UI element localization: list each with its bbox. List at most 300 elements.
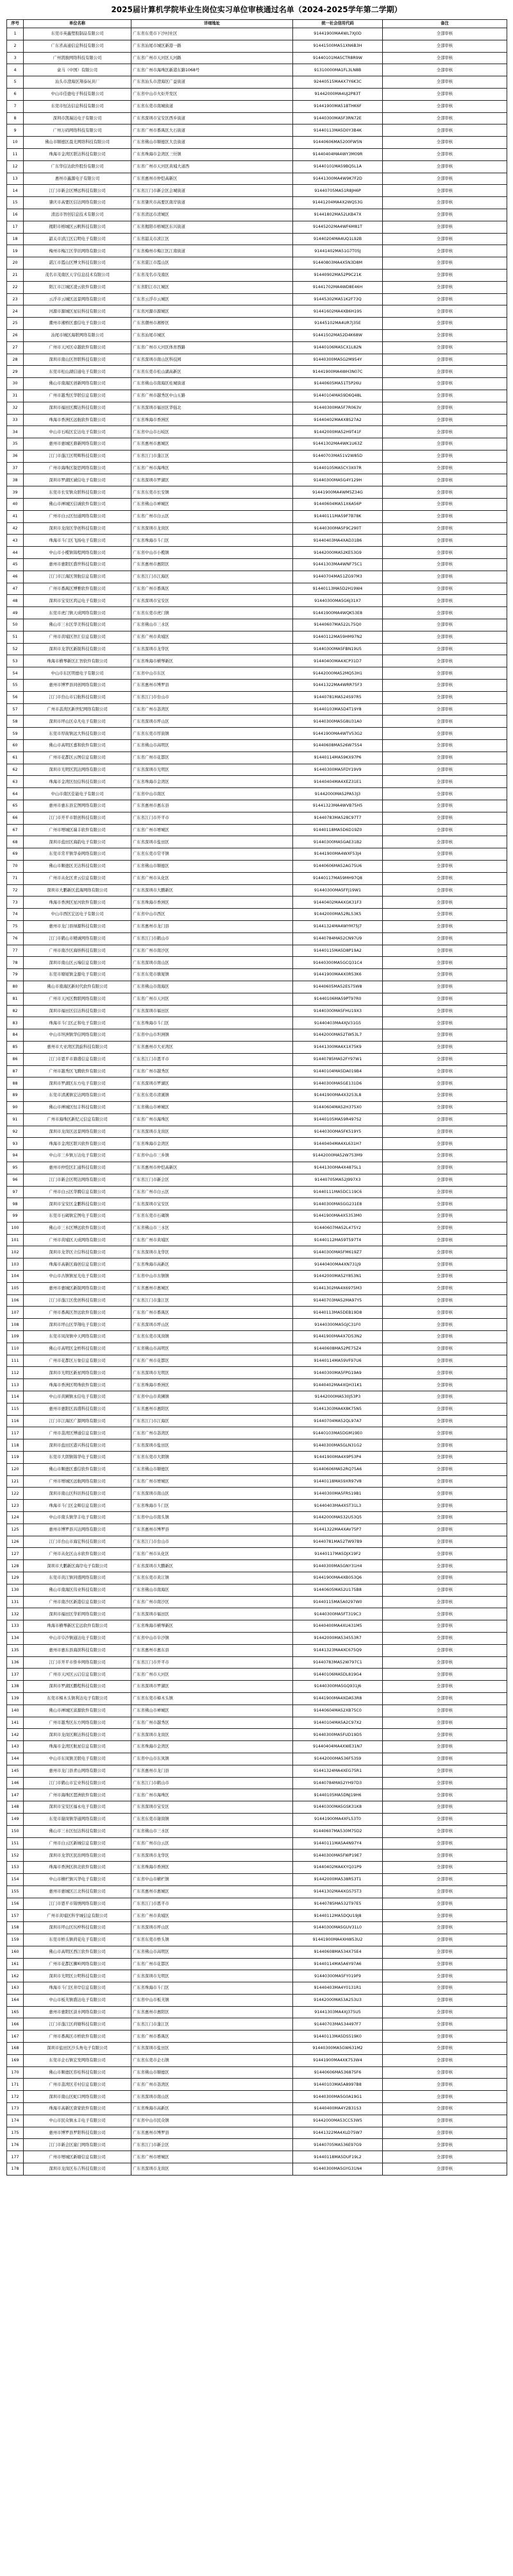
cell-company: 云浮市云城区远景网络有限公司 (24, 293, 131, 305)
cell-address: 广东省东莞市黄江镇 (131, 1572, 293, 1584)
cell-index: 53 (7, 655, 24, 667)
cell-company: 惠州市龙门县绿源科技有限公司 (24, 920, 131, 932)
cell-index: 20 (7, 257, 24, 270)
cell-index: 132 (7, 1608, 24, 1620)
cell-credit-code: 91440703MA52MA97Y5 (293, 1294, 383, 1307)
table-row (7, 233, 507, 245)
cell-remark: 全部审核 (383, 209, 507, 221)
cell-index: 58 (7, 716, 24, 728)
cell-remark: 全部审核 (383, 1789, 507, 1801)
table-row (7, 800, 507, 812)
cell-credit-code: 91440404MA4WY3M09R (293, 148, 383, 160)
cell-index: 152 (7, 1850, 24, 1862)
table-row (7, 293, 507, 305)
table-row (7, 932, 507, 945)
cell-remark: 全部审核 (383, 1452, 507, 1464)
cell-credit-code: 91441300MA4X1X75K9 (293, 1041, 383, 1053)
cell-remark: 全部审核 (383, 1982, 507, 1995)
table-row (7, 1862, 507, 1874)
table-row (7, 812, 507, 824)
cell-company: 惠州市仲恺区汇通科技有限公司 (24, 1162, 131, 1174)
cell-company: 东莞市清溪镇宏达网络有限公司 (24, 1090, 131, 1102)
table-row (7, 631, 507, 643)
cell-address: 广东省惠州市惠阳区 (131, 559, 293, 571)
cell-index: 51 (7, 631, 24, 643)
cell-address: 广东省东莞市塘厦镇 (131, 969, 293, 981)
cell-address: 广东省东莞市大朗镇 (131, 1452, 293, 1464)
cell-credit-code: 91440606MA5200FW5N (293, 137, 383, 149)
table-row (7, 716, 507, 728)
cell-credit-code: 91442000MA52KE53G9 (293, 547, 383, 559)
cell-remark: 全部审核 (383, 2139, 507, 2151)
cell-remark: 全部审核 (383, 848, 507, 861)
cell-credit-code: 91440403MA4XJV31G5 (293, 1017, 383, 1029)
cell-address: 广东省中山市坦洲镇 (131, 1029, 293, 1042)
cell-index: 87 (7, 1065, 24, 1078)
cell-company: 惠州市惠城区江北科技有限公司 (24, 1885, 131, 1898)
cell-remark: 全部审核 (383, 1970, 507, 1982)
cell-address: 广东省惠州市博罗县 (131, 680, 293, 692)
cell-credit-code: 91440402MA4X8S27A2 (293, 414, 383, 426)
cell-address: 广东省深圳市罗湖区 (131, 1681, 293, 1693)
cell-company: 深圳市凯瑞达电子有限公司 (24, 112, 131, 125)
cell-remark: 全部审核 (383, 1681, 507, 1693)
cell-company: 佛山市南海区伟业科技有限公司 (24, 1584, 131, 1596)
cell-remark: 全部审核 (383, 1294, 507, 1307)
table-row (7, 957, 507, 969)
table-row (7, 1632, 507, 1644)
table-row (7, 76, 507, 89)
cell-credit-code: 91440607MA530M75D2 (293, 1825, 383, 1837)
cell-remark: 全部审核 (383, 1379, 507, 1391)
cell-remark: 全部审核 (383, 1898, 507, 1910)
cell-index: 46 (7, 571, 24, 583)
cell-index: 73 (7, 897, 24, 909)
cell-company: 广州市越秀区飞腾软件有限公司 (24, 1065, 131, 1078)
cell-index: 7 (7, 100, 24, 112)
cell-index: 121 (7, 1475, 24, 1488)
table-row (7, 1560, 507, 1572)
cell-company: 江门市江海区广源网络有限公司 (24, 1415, 131, 1427)
table-row (7, 341, 507, 354)
cell-index: 151 (7, 1837, 24, 1850)
cell-credit-code: 91441802MA52LKB47X (293, 209, 383, 221)
table-row (7, 920, 507, 932)
cell-credit-code: 91440300MA5G2M954Y (293, 354, 383, 366)
cell-index: 34 (7, 426, 24, 438)
cell-credit-code: 91440783MA528C97T7 (293, 812, 383, 824)
cell-index: 167 (7, 2031, 24, 2043)
cell-address: 广东省深圳市坪山区 (131, 1319, 293, 1331)
cell-index: 161 (7, 1958, 24, 1970)
cell-credit-code: 91440101MA59BQ5L1A (293, 160, 383, 173)
cell-company: 惠州市惠城区新锐网络有限公司 (24, 1282, 131, 1294)
cell-remark: 全部审核 (383, 438, 507, 451)
table-row (7, 547, 507, 559)
cell-address: 广东省惠州市惠城区 (131, 1885, 293, 1898)
cell-credit-code: 91441900MA4WXF53J4 (293, 848, 383, 861)
table-row (7, 1162, 507, 1174)
cell-address: 广东省深圳市盐田区 (131, 2043, 293, 2055)
cell-address: 广东省珠海市横琴新区 (131, 655, 293, 667)
cell-credit-code: 91441204MA4X2WQ53G (293, 197, 383, 209)
cell-credit-code: 91441303MA4WNF75C1 (293, 559, 383, 571)
table-row (7, 1113, 507, 1126)
cell-index: 13 (7, 173, 24, 185)
cell-company: 珠海市金湾区恒信科技有限公司 (24, 776, 131, 788)
cell-address: 广东省惠州市仲恺高新区 (131, 1162, 293, 1174)
cell-remark: 全部审核 (383, 160, 507, 173)
cell-company: 广州市花都区万象信息有限公司 (24, 1355, 131, 1367)
cell-credit-code: 91440105MA5CY3X07R (293, 462, 383, 474)
cell-index: 112 (7, 1367, 24, 1379)
cell-index: 115 (7, 1403, 24, 1415)
cell-address: 广东省江门市开平市 (131, 1656, 293, 1669)
table-row (7, 595, 507, 607)
cell-company: 清远市智创信息技术有限公司 (24, 209, 131, 221)
cell-address: 广东省惠州市惠东县 (131, 1644, 293, 1656)
cell-address: 广东省广州市番禺区 (131, 583, 293, 595)
cell-company: 韶关市浈江区启明电子有限公司 (24, 233, 131, 245)
cell-credit-code: 91440785MA532T97E5 (293, 1898, 383, 1910)
cell-company: 惠州市惠阳区盛世科技有限公司 (24, 559, 131, 571)
cell-credit-code: 91445302MA51K2F73Q (293, 293, 383, 305)
cell-credit-code: 91441322MA4XLD75W7 (293, 2127, 383, 2139)
table-body (7, 28, 507, 2176)
cell-remark: 全部审核 (383, 1005, 507, 1017)
cell-address: 广东省佛山市禅城区 (131, 499, 293, 511)
cell-remark: 全部审核 (383, 740, 507, 752)
cell-company: 东莞市樟木头镇利达电子有限公司 (24, 1692, 131, 1704)
cell-company: 深圳市坪山区华翔电子有限公司 (24, 1319, 131, 1331)
cell-company: 佛山市顺德区美达科技有限公司 (24, 860, 131, 872)
table-row (7, 981, 507, 993)
cell-index: 71 (7, 872, 24, 884)
cell-credit-code: 91440105MA59R497S2 (293, 1113, 383, 1126)
cell-address: 广东省深圳市罗湖区 (131, 474, 293, 486)
cell-address: 广东省深圳市宝安区 (131, 1801, 293, 1814)
table-row (7, 1873, 507, 1885)
cell-credit-code: 91440113MA5DS519K0 (293, 2031, 383, 2043)
cell-index: 139 (7, 1692, 24, 1704)
cell-credit-code: 91442000MA52TW53L7 (293, 1029, 383, 1042)
cell-index: 91 (7, 1113, 24, 1126)
cell-index: 173 (7, 2103, 24, 2115)
cell-remark: 全部审核 (383, 1825, 507, 1837)
cell-remark: 全部审核 (383, 137, 507, 149)
cell-company: 东莞市黄江镇同盛网络有限公司 (24, 1572, 131, 1584)
table-row (7, 64, 507, 76)
cell-credit-code: 91440300MA5FRS19B1 (293, 1488, 383, 1500)
cell-credit-code: 91441502MA52D4K68W (293, 329, 383, 341)
cell-credit-code: 91440606MA536875F6 (293, 2066, 383, 2079)
cell-index: 104 (7, 1271, 24, 1283)
cell-credit-code: 91441900MA4WQK53E8 (293, 607, 383, 619)
cell-company: 珠海市香洲区远航软件有限公司 (24, 414, 131, 426)
cell-credit-code: 91440402MA4XGK31F3 (293, 897, 383, 909)
cell-credit-code: 91440785MA52FY97W1 (293, 1053, 383, 1065)
cell-company: 江门市蓬江区明辉科技有限公司 (24, 450, 131, 462)
cell-index: 68 (7, 836, 24, 848)
cell-index: 162 (7, 1970, 24, 1982)
cell-address: 广东省东莞市下沙村社区 (131, 28, 293, 40)
cell-index: 135 (7, 1644, 24, 1656)
cell-remark: 全部审核 (383, 728, 507, 740)
cell-index: 171 (7, 2079, 24, 2091)
cell-company: 深圳市光明区新星网络有限公司 (24, 1367, 131, 1379)
cell-credit-code: 91440705MA52J997X3 (293, 1174, 383, 1186)
cell-remark: 全部审核 (383, 390, 507, 402)
cell-credit-code: 91440404MA4XL631H7 (293, 1138, 383, 1150)
cell-remark: 全部审核 (383, 1862, 507, 1874)
cell-remark: 全部审核 (383, 607, 507, 619)
cell-remark: 全部审核 (383, 969, 507, 981)
cell-address: 广东省深圳市南山区科技园 (131, 354, 293, 366)
table-row (7, 836, 507, 848)
cell-company: 东莞市谢岗镇华通网络有限公司 (24, 1813, 131, 1825)
cell-company: 深圳市龙岗区远景网络有限公司 (24, 1126, 131, 1138)
cell-index: 12 (7, 160, 24, 173)
cell-company: 深圳市罗湖区诚信电子有限公司 (24, 474, 131, 486)
cell-company: 广州市黄埔区智汇信息有限公司 (24, 631, 131, 643)
cell-credit-code: 91440300MA5FT319C3 (293, 1608, 383, 1620)
cell-remark: 全部审核 (383, 716, 507, 728)
cell-address: 广东省惠州市惠城区 (131, 438, 293, 451)
cell-company: 中山市佳德电子科技有限公司 (24, 88, 131, 100)
cell-address: 广东省广州市花都区 (131, 1355, 293, 1367)
cell-remark: 全部审核 (383, 1319, 507, 1331)
cell-remark: 全部审核 (383, 2043, 507, 2055)
cell-remark: 全部审核 (383, 764, 507, 776)
table-row (7, 1813, 507, 1825)
cell-index: 78 (7, 957, 24, 969)
cell-address: 广东省江门市江海区 (131, 1415, 293, 1427)
cell-address: 广东省广州市增城区 (131, 824, 293, 836)
cell-company: 东莞市松山湖信通电子有限公司 (24, 366, 131, 378)
cell-index: 49 (7, 607, 24, 619)
cell-remark: 全部审核 (383, 2054, 507, 2066)
table-row (7, 1379, 507, 1391)
cell-company: 中山市东区明德电子有限公司 (24, 667, 131, 680)
table-row (7, 52, 507, 64)
cell-company: 深圳市大鹏新区蓝海网络有限公司 (24, 884, 131, 897)
cell-company: 珠海市香洲区星河软件有限公司 (24, 897, 131, 909)
cell-company: 广州市黄埔区科学城信息有限公司 (24, 1910, 131, 1922)
cell-credit-code: 91441900MA4X0R53K6 (293, 969, 383, 981)
cell-company: 珠海市斗门区飞扬电子有限公司 (24, 535, 131, 547)
cell-company: 广州市增城区远航网络有限公司 (24, 1475, 131, 1488)
cell-address: 广东省广州市越秀区 (131, 1717, 293, 1729)
cell-remark: 全部审核 (383, 1391, 507, 1404)
cell-remark: 全部审核 (383, 462, 507, 474)
cell-address: 广东省深圳市光明区 (131, 1367, 293, 1379)
cell-remark: 全部审核 (383, 173, 507, 185)
cell-remark: 全部审核 (383, 1753, 507, 1765)
cell-credit-code: 91440605MA52ES75W8 (293, 981, 383, 993)
cell-credit-code: 91441300MA4X4875L1 (293, 1162, 383, 1174)
cell-company: 盒马（中国）有限公司 (24, 64, 131, 76)
cell-credit-code: 91440783MA52W797C1 (293, 1656, 383, 1669)
cell-company: 广州市天河区数联网络有限公司 (24, 993, 131, 1005)
cell-address: 广东省深圳市龙华区 (131, 1850, 293, 1862)
table-row (7, 1741, 507, 1753)
table-row (7, 1078, 507, 1090)
cell-company: 广州市番禺区市桥软件有限公司 (24, 2031, 131, 2043)
cell-remark: 全部审核 (383, 1994, 507, 2006)
table-row (7, 1536, 507, 1548)
cell-index: 175 (7, 2127, 24, 2139)
table-row (7, 137, 507, 149)
cell-credit-code: 91440300MA5FUD19D5 (293, 1729, 383, 1741)
cell-address: 广东省佛山市高明区 (131, 1343, 293, 1355)
table-row (7, 1005, 507, 1017)
table-row (7, 1922, 507, 1934)
cell-remark: 全部审核 (383, 293, 507, 305)
cell-remark: 全部审核 (383, 1837, 507, 1850)
table-row (7, 1753, 507, 1765)
cell-index: 75 (7, 920, 24, 932)
cell-company: 广州市天河区云启信息有限公司 (24, 1669, 131, 1681)
cell-company: 广州凯骏网络科技有限公司 (24, 52, 131, 64)
cell-credit-code: 91440608MA526W75S4 (293, 740, 383, 752)
header-address: 详细地址 (131, 20, 293, 28)
cell-address: 广东省深圳市南山区 (131, 957, 293, 969)
cell-credit-code: 91440117MA59MH97Q8 (293, 872, 383, 884)
cell-credit-code: 91441322MA4XAV75P7 (293, 1524, 383, 1536)
cell-index: 67 (7, 824, 24, 836)
cell-remark: 全部审核 (383, 499, 507, 511)
cell-address: 广东省深圳市宝安区西乡街道 (131, 112, 293, 125)
table-row (7, 1065, 507, 1078)
cell-credit-code: 91440105MA5DNJ19H6 (293, 1789, 383, 1801)
cell-company: 广州市越秀区华联信息有限公司 (24, 390, 131, 402)
cell-address: 广东省深圳市龙岗区 (131, 2163, 293, 2176)
cell-address: 广东省中山市小榄镇 (131, 547, 293, 559)
cell-company: 江门市新会区明达网络有限公司 (24, 1174, 131, 1186)
cell-address: 广东省江门市新会区 (131, 2139, 293, 2151)
cell-credit-code: 91440300MA5FY019F9 (293, 1970, 383, 1982)
cell-company: 深圳市盐田区沙头角电子有限公司 (24, 2043, 131, 2055)
cell-remark: 全部审核 (383, 329, 507, 341)
cell-company: 广州市增城区瑞丰软件有限公司 (24, 824, 131, 836)
table-row (7, 1234, 507, 1246)
cell-company: 佛山市三水区华美科技有限公司 (24, 619, 131, 631)
cell-index: 4 (7, 64, 24, 76)
table-row (7, 884, 507, 897)
cell-company: 广州市花都区狮岭网络有限公司 (24, 1958, 131, 1970)
cell-index: 148 (7, 1801, 24, 1814)
cell-index: 5 (7, 76, 24, 89)
cell-index: 33 (7, 414, 24, 426)
cell-address: 广东省广州市荔湾区 (131, 2079, 293, 2091)
table-row (7, 2054, 507, 2066)
cell-credit-code: 91440118MA5DUF19L2 (293, 2151, 383, 2163)
cell-address: 广东省珠海市斗门区 (131, 535, 293, 547)
cell-company: 东莞市桥头镇荷花电子有限公司 (24, 1934, 131, 1946)
cell-company: 深圳市光明区公明科技有限公司 (24, 1970, 131, 1982)
cell-company: 江门市新会区崖门网络有限公司 (24, 2139, 131, 2151)
table-row (7, 269, 507, 281)
cell-address: 广东省珠海市金湾区 (131, 776, 293, 788)
cell-credit-code: 91441324MA4XEG75R1 (293, 1765, 383, 1777)
table-row (7, 1307, 507, 1319)
cell-address: 广东省阳江市江城区 (131, 281, 293, 293)
cell-address: 广东省惠州市惠东县 (131, 800, 293, 812)
cell-remark: 全部审核 (383, 1210, 507, 1223)
cell-index: 77 (7, 945, 24, 957)
cell-credit-code: 91442000MA53A253U3 (293, 1994, 383, 2006)
cell-index: 134 (7, 1632, 24, 1644)
cell-company: 东莞市企石镇宏发网络有限公司 (24, 2054, 131, 2066)
cell-address: 广东省惠州市惠城区 (131, 1282, 293, 1294)
table-row (7, 1717, 507, 1729)
cell-company: 东莞市大朗镇锦华电子有限公司 (24, 1452, 131, 1464)
cell-remark: 全部审核 (383, 559, 507, 571)
cell-remark: 全部审核 (383, 1126, 507, 1138)
table-row (7, 2043, 507, 2055)
cell-credit-code: 91440703MA534497F7 (293, 2018, 383, 2031)
cell-credit-code: 91440604MA51X6A56P (293, 499, 383, 511)
cell-address: 广东省东莞市南城街道 (131, 100, 293, 112)
cell-company: 佛山市三水区恒达科技有限公司 (24, 1825, 131, 1837)
cell-remark: 全部审核 (383, 667, 507, 680)
cell-address: 广东省肇庆市高要区南岸街道 (131, 197, 293, 209)
cell-address: 广东省深圳市龙华区 (131, 643, 293, 655)
cell-company: 中山市民众镇永丰电子有限公司 (24, 2115, 131, 2127)
cell-remark: 全部审核 (383, 1488, 507, 1500)
cell-address: 广东省东莞市石碣镇 (131, 1210, 293, 1223)
cell-address: 广东省佛山市高明区 (131, 1946, 293, 1958)
cell-remark: 全部审核 (383, 1765, 507, 1777)
cell-address: 广东省江门市蓬江区 (131, 1294, 293, 1307)
table-row (7, 281, 507, 293)
cell-credit-code: 91441900MA4X7D53N2 (293, 1331, 383, 1343)
cell-index: 116 (7, 1415, 24, 1427)
table-row (7, 2006, 507, 2018)
cell-index: 130 (7, 1584, 24, 1596)
table-row (7, 1475, 507, 1488)
cell-credit-code: 92440515MA4X7Y6K3C (293, 76, 383, 89)
cell-remark: 全部审核 (383, 860, 507, 872)
table-row (7, 402, 507, 414)
cell-index: 31 (7, 390, 24, 402)
cell-remark: 全部审核 (383, 402, 507, 414)
table-row (7, 2091, 507, 2103)
cell-credit-code: 91440402MA4XYQ31P9 (293, 1862, 383, 1874)
cell-index: 160 (7, 1946, 24, 1958)
cell-company: 深圳市南山区智联科技有限公司 (24, 354, 131, 366)
table-row (7, 2115, 507, 2127)
cell-company: 深圳市大鹏新区海岸电子有限公司 (24, 1560, 131, 1572)
table-row (7, 125, 507, 137)
table-row (7, 824, 507, 836)
cell-index: 23 (7, 293, 24, 305)
cell-remark: 全部审核 (383, 269, 507, 281)
header-index: 序号 (7, 20, 24, 28)
cell-credit-code: 91440300MA5GE131D6 (293, 1078, 383, 1090)
cell-company: 江门市蓬江区优创科技有限公司 (24, 1294, 131, 1307)
cell-credit-code: 91441322MA4WRR75F3 (293, 680, 383, 692)
cell-index: 27 (7, 341, 24, 354)
cell-address: 广东省佛山市南海区桂城街道 (131, 378, 293, 390)
cell-company: 东莞市恒达信息科技有限公司 (24, 100, 131, 112)
cell-company: 中山市小榄镇锦程网络有限公司 (24, 547, 131, 559)
cell-address: 广东省佛山市禅城区 (131, 1704, 293, 1717)
cell-index: 177 (7, 2151, 24, 2163)
cell-address: 广东省中山市南头镇 (131, 1512, 293, 1524)
cell-credit-code: 91440608MA52PE75Z4 (293, 1343, 383, 1355)
cell-remark: 全部审核 (383, 1632, 507, 1644)
